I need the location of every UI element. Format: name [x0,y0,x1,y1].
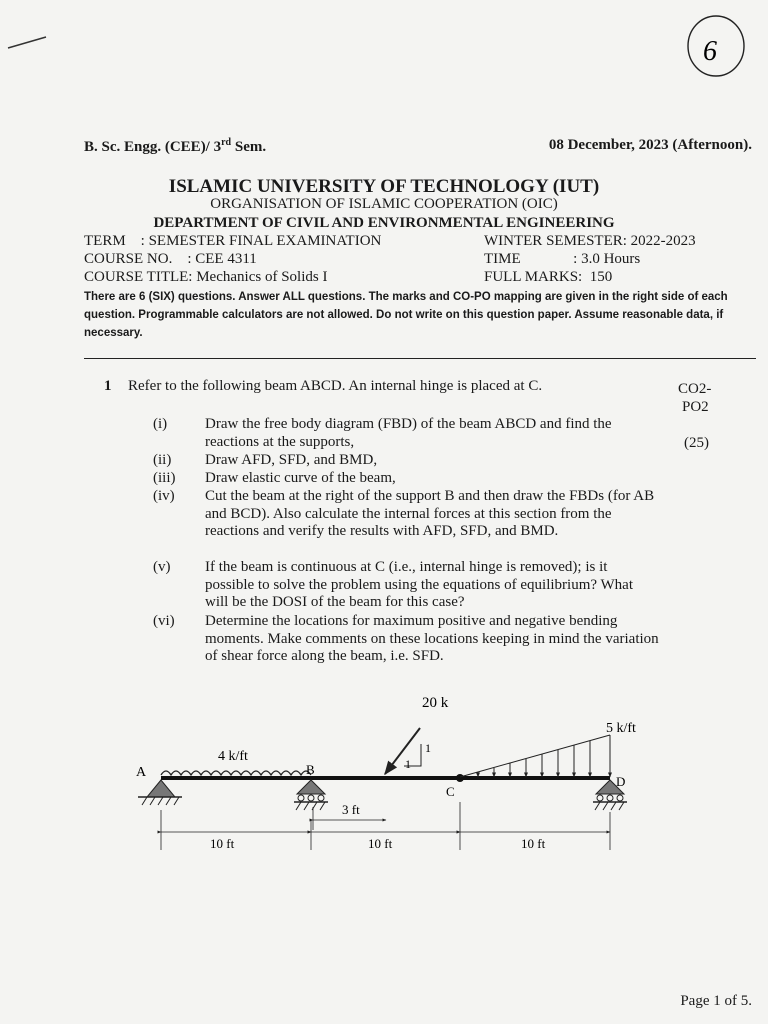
pin-support-a [138,780,182,805]
part-number: (i) [153,416,168,432]
stray-pen-mark [8,37,46,48]
part-text: Draw AFD, SFD, and BMD, [205,452,378,468]
part-number: (iii) [153,470,176,486]
semester-info: WINTER SEMESTER: 2022-2023 [484,233,696,249]
full-marks-info: FULL MARKS: 150 [484,269,613,285]
university-name: ISLAMIC UNIVERSITY OF TECHNOLOGY (IUT) [168,176,600,197]
part-text: If the beam is continuous at C (i.e., internal hinge is removed); is it possible to solve the problem using the equations of equilibrium? What will be the DOSI of the beam for this case? [205,559,633,610]
co-po-line2: PO2 [682,399,709,415]
part-number: (iv) [153,488,175,504]
part-number: (v) [153,559,171,575]
part-text: Draw the free body diagram (FBD) of the beam ABCD and find the reactions at the supports, [205,416,612,450]
point-load-arrow [385,728,420,774]
co-po-mapping [678,380,728,416]
exam-date: 08 December, 2023 (Afternoon). [548,137,752,153]
slope-vertical-label: 1 [425,741,431,755]
dim-span-cd-label: 10 ft [521,836,546,851]
divider [84,358,756,359]
label-c: C [446,784,455,799]
part-text: Determine the locations for maximum positive and negative bending moments. Make comments on these locations keeping in mind the variation of shear force along the beam, i.e. SFD. [205,613,659,664]
question-marks: (25) [684,435,709,451]
slope-horizontal-label: 1 [405,757,411,771]
dim-offset-label: 3 ft [342,802,360,817]
roller-support-b [294,780,328,810]
organisation-name: ORGANISATION OF ISLAMIC COOPERATION (OIC) [210,196,558,212]
program-superscript: rd [221,137,232,148]
label-b: B [306,762,315,777]
co-po-line1: CO2- [678,381,712,397]
question-text: Refer to the following beam ABCD. An internal hinge is placed at C. [128,378,543,394]
program-text: B. Sc. Engg. (CEE)/ 3 [84,139,222,155]
part-number: (vi) [153,613,175,629]
udl-load [161,771,311,775]
department-name: DEPARTMENT OF CIVIL AND ENVIRONMENTAL ENGINEERING [153,215,615,231]
dim-span-bc-label: 10 ft [368,836,393,851]
label-a: A [136,765,147,780]
page-marker-text: 6 [703,36,717,67]
page-marker [0,0,768,110]
program-suffix: Sem. [231,139,267,155]
time-info: TIME : 3.0 Hours [484,251,641,267]
label-d: D [616,774,626,789]
program-info [84,137,266,156]
beam-diagram [0,680,768,860]
term-info: TERM : SEMESTER FINAL EXAMINATION [84,233,382,249]
course-title-info: COURSE TITLE: Mechanics of Solids I [84,269,328,285]
question-number: 1 [104,378,112,394]
course-no-info: COURSE NO. : CEE 4311 [84,251,257,267]
dim-span-ab-label: 10 ft [210,836,235,851]
part-text: Cut the beam at the right of the support B and then draw the FBDs (for AB and BCD). Also calculate the internal forces at this section from the reactions and verify the results with AFD, SFD, and BMD. [205,488,655,539]
page-number: Page 1 of 5. [680,993,752,1009]
point-load-label: 20 k [422,695,449,711]
tri-load-label: 5 k/ft [606,721,636,736]
udl-label: 4 k/ft [218,749,248,764]
internal-hinge-c [456,774,464,782]
part-text: Draw elastic curve of the beam, [205,470,396,486]
instructions: There are 6 (SIX) questions. Answer ALL questions. The marks and CO-PO mapping are given in the right side of each question. Programmable calculators are not allowed. Do not write on this question paper. Assume reasonable data, if necessary. [84,291,728,339]
part-number: (ii) [153,452,172,468]
triangular-load [460,735,610,777]
